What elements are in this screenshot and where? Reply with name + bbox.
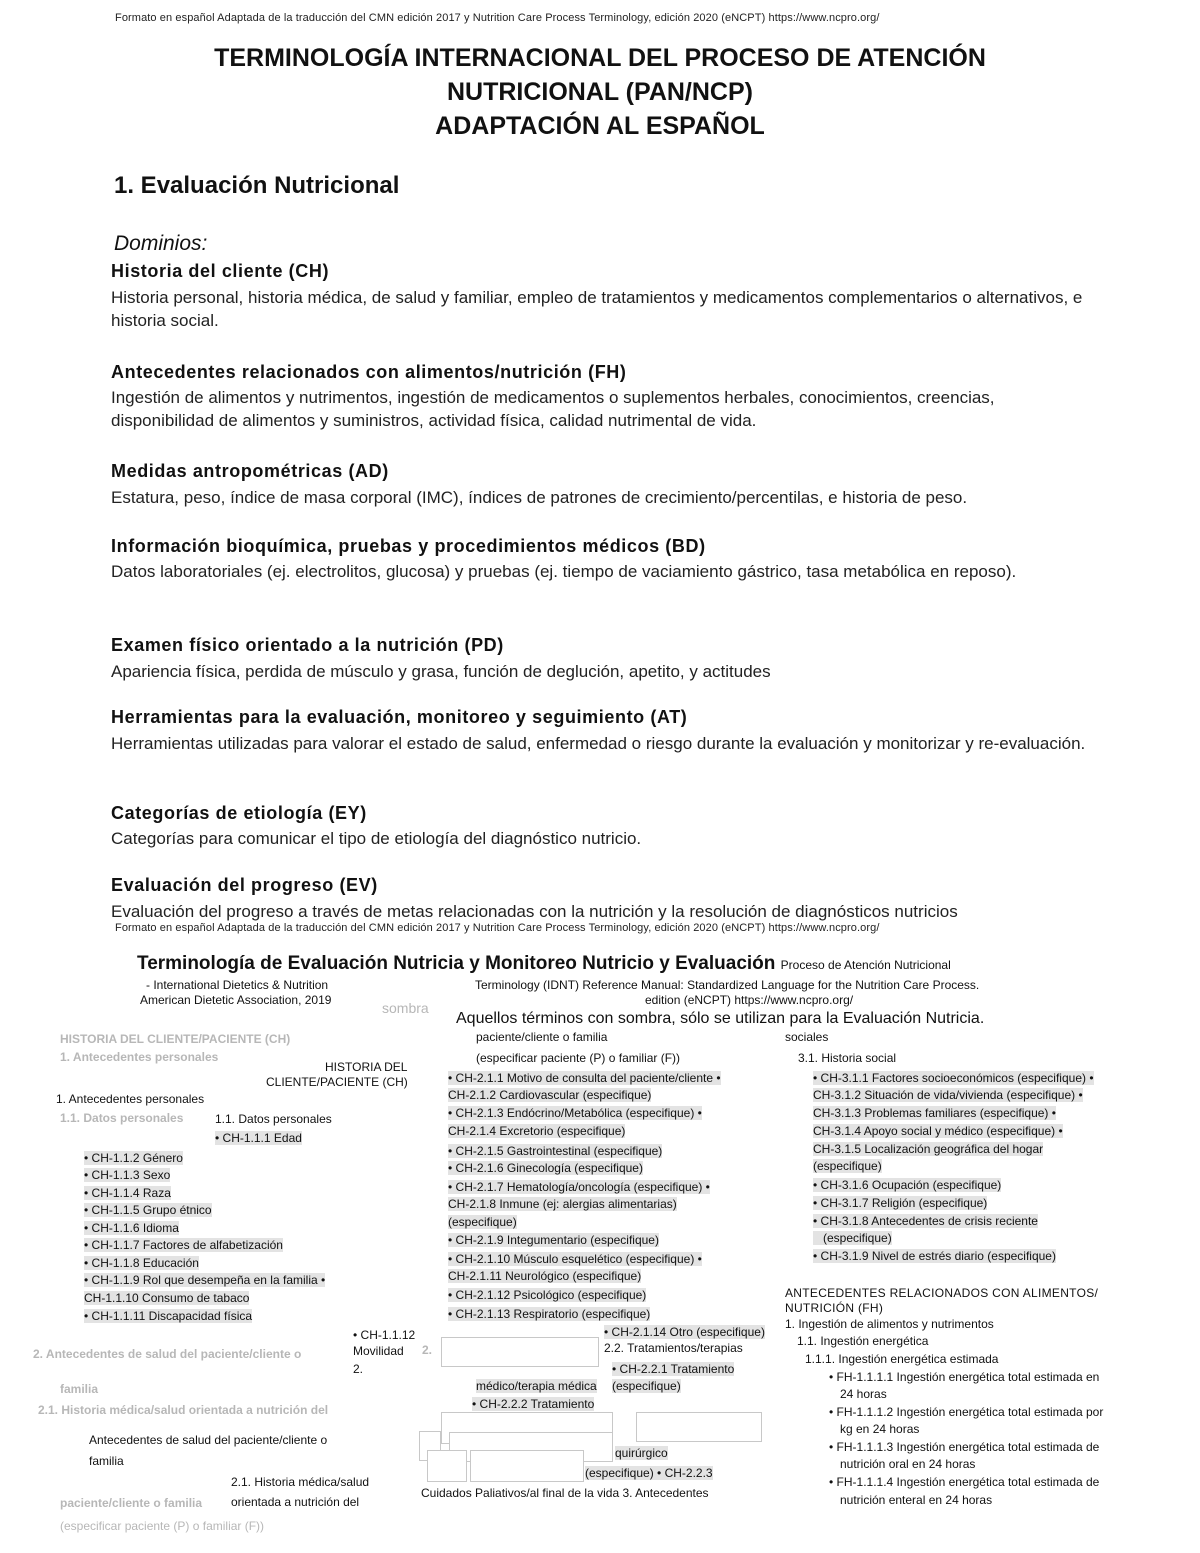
ch-1-1-6: • CH-1.1.6 Idioma xyxy=(84,1221,179,1235)
historia-social: 3.1. Historia social xyxy=(798,1051,897,1065)
faded-especificar: (especificar paciente (P) o familiar (F)) xyxy=(60,1519,265,1533)
fh-1-1-1-2: • FH-1.1.1.2 Ingestión energética total estimada por xyxy=(829,1405,1104,1419)
faded-ch-title: HISTORIA DEL CLIENTE/PACIENTE (CH) xyxy=(60,1032,291,1046)
reference-left-1: - International Dietetics & Nutrition xyxy=(146,978,329,992)
fh-estimada: 1.1.1. Ingestión energética estimada xyxy=(805,1352,999,1366)
ch-3-1-3: CH-3.1.3 Problemas familiares (especifique) • xyxy=(813,1106,1056,1120)
domain-text-ey: Categorías para comunicar el tipo de etiología del diagnóstico nutricio. xyxy=(111,829,642,848)
domain-heading-ch: Historia del cliente (CH) xyxy=(111,261,330,281)
reference-right-2: edition (eNCPT) https://www.ncpro.org/ xyxy=(645,993,854,1007)
fh-1-1-1-2-b: kg en 24 horas xyxy=(840,1422,920,1436)
ch-1-1-4: • CH-1.1.4 Raza xyxy=(84,1186,171,1200)
domain-heading-ey: Categorías de etiología (EY) xyxy=(111,803,367,823)
ch-block-title-2: CLIENTE/PACIENTE (CH) xyxy=(266,1075,408,1089)
domain-heading-fh: Antecedentes relacionados con alimentos/nutrición (FH) xyxy=(111,362,627,382)
domain-text-ch: Historia personal, historia médica, de salud y familiar, empleo de tratamientos y medicamentos complementarios o alternativos, e historia social. xyxy=(111,288,1083,330)
tratamientos-terapias: 2.2. Tratamientos/terapias xyxy=(604,1341,743,1355)
ch-1-1-12-c: 2. xyxy=(353,1362,364,1376)
faded-familia: familia xyxy=(60,1382,99,1396)
ch-2-1-5: • CH-2.1.5 Gastrointestinal (especifique) xyxy=(448,1144,663,1158)
ch-3-1-6: • CH-3.1.6 Ocupación (especifique) xyxy=(813,1178,1002,1192)
ch-3-1-4: CH-3.1.4 Apoyo social y médico (especifique) • xyxy=(813,1124,1063,1138)
domain-heading-ev: Evaluación del progreso (EV) xyxy=(111,875,378,895)
ant-salud-2: familia xyxy=(89,1454,124,1468)
faded-ant-salud: 2. Antecedentes de salud del paciente/cliente o xyxy=(33,1347,302,1361)
faded-historia-medica: 2.1. Historia médica/salud orientada a nutrición del xyxy=(38,1403,329,1417)
fh-1-1-1-4-b: nutrición enteral en 24 horas xyxy=(840,1493,993,1507)
ch-3-1-5: CH-3.1.5 Localización geográfica del hogar xyxy=(813,1142,1044,1156)
ch-1-1-12-b: Movilidad xyxy=(353,1344,404,1358)
ch-2-2-2: • CH-2.2.2 Tratamiento xyxy=(472,1397,595,1411)
ch-2-2-1: • CH-2.2.1 Tratamiento xyxy=(612,1362,735,1376)
domain-heading-at: Herramientas para la evaluación, monitoreo y seguimiento (AT) xyxy=(111,707,688,727)
fh-1-1-1-3-b: nutrición oral en 24 horas xyxy=(840,1457,976,1471)
ch-2-1-12: • CH-2.1.12 Psicológico (especifique) xyxy=(448,1288,647,1302)
ch-2-1-7: • CH-2.1.7 Hematología/oncología (especifique) • xyxy=(448,1180,710,1194)
num-2-faded: 2. xyxy=(422,1343,433,1357)
faded-datos-personales: 1.1. Datos personales xyxy=(60,1111,184,1125)
ch-1-1-3: • CH-1.1.3 Sexo xyxy=(84,1168,171,1182)
domain-text-ev: Evaluación del progreso a través de metas relacionadas con la nutrición y la resolución de diagnósticos nutricios xyxy=(111,902,958,921)
fh-1-1-1-1-b: 24 horas xyxy=(840,1387,887,1401)
terminology-title-main: Terminología de Evaluación Nutricia y Monitoreo Nutricio y Evaluación xyxy=(137,953,776,974)
medico-terapia: médico/terapia médica xyxy=(476,1379,597,1393)
fh-ingestion: 1. Ingestión de alimentos y nutrimentos xyxy=(785,1317,994,1331)
terminology-title xyxy=(137,953,951,975)
ch-3-1-9: • CH-3.1.9 Nivel de estrés diario (especifique) xyxy=(813,1249,1056,1263)
ch-1-1-8: • CH-1.1.8 Educación xyxy=(84,1256,199,1270)
ch-1-1-12-a: • CH-1.1.12 xyxy=(353,1328,416,1342)
ch-3-1-8-b: (especifique) xyxy=(813,1231,892,1245)
faded-paciente: paciente/cliente o familia xyxy=(60,1496,203,1510)
ch-1-1-5: • CH-1.1.5 Grupo étnico xyxy=(84,1203,212,1217)
antecedentes-personales: 1. Antecedentes personales xyxy=(56,1092,205,1106)
sombra-label: sombra xyxy=(382,1000,429,1016)
ch-2-1-11: CH-2.1.11 Neurológico (especifique) xyxy=(448,1269,642,1283)
ch-2-1-1: • CH-2.1.1 Motivo de consulta del paciente/cliente • xyxy=(448,1071,721,1085)
dominios-label: Dominios: xyxy=(114,232,208,255)
reference-left-2: American Dietetic Association, 2019 xyxy=(140,993,332,1007)
ch-2-1-8: CH-2.1.8 Inmune (ej: alergias alimentarias) xyxy=(448,1197,677,1211)
historia-medica-2: orientada a nutrición del xyxy=(231,1495,360,1509)
paciente-familia: paciente/cliente o familia xyxy=(476,1030,608,1044)
ch-2-1-8-b: (especifique) xyxy=(448,1215,517,1229)
empty-box-2 xyxy=(636,1412,762,1442)
quirurgico: quirúrgico xyxy=(615,1446,668,1460)
ch-3-1-8: • CH-3.1.8 Antecedentes de crisis reciente xyxy=(813,1214,1038,1228)
ch-2-2-3: (especifique) • CH-2.2.3 xyxy=(585,1466,713,1480)
ch-1-1-10: CH-1.1.10 Consumo de tabaco xyxy=(84,1291,250,1305)
ch-2-1-13: • CH-2.1.13 Respiratorio (especifique) xyxy=(448,1307,651,1321)
ant-salud-1: Antecedentes de salud del paciente/cliente o xyxy=(89,1433,328,1447)
ch-2-1-14: • CH-2.1.14 Otro (especifique) xyxy=(604,1325,765,1339)
page-header: Formato en español Adaptada de la traducción del CMN edición 2017 y Nutrition Care Process Terminology, edición 2020 (eNCPT) https://www.ncpro.org/ xyxy=(115,12,880,24)
cuidados-paliativos: Cuidados Paliativos/al final de la vida 3. Antecedentes xyxy=(421,1486,709,1500)
empty-box-1 xyxy=(441,1337,599,1367)
ch-2-1-6: • CH-2.1.6 Ginecología (especifique) xyxy=(448,1161,643,1175)
page-header-2: Formato en español Adaptada de la traducción del CMN edición 2017 y Nutrition Care Process Terminology, edición 2020 (eNCPT) https://www.ncpro.org/ xyxy=(115,922,880,934)
ch-2-1-10: • CH-2.1.10 Músculo esquelético (especifique) • xyxy=(448,1252,702,1266)
sociales: sociales xyxy=(785,1030,829,1044)
ch-2-1-4: CH-2.1.4 Excretorio (especifique) xyxy=(448,1124,626,1138)
datos-personales: 1.1. Datos personales xyxy=(215,1112,332,1126)
fh-title-2: NUTRICIÓN (FH) xyxy=(785,1301,884,1315)
ch-3-1-2: CH-3.1.2 Situación de vida/vivienda (especifique) • xyxy=(813,1088,1083,1102)
faded-antecedentes: 1. Antecedentes personales xyxy=(60,1050,219,1064)
domain-text-ad: Estatura, peso, índice de masa corporal (IMC), índices de patrones de crecimiento/percentilas, e historia de peso. xyxy=(111,488,968,507)
empty-box-6 xyxy=(427,1450,467,1482)
document-title-line-3: ADAPTACIÓN AL ESPAÑOL xyxy=(435,112,765,140)
document-title-line-2: NUTRICIONAL (PAN/NCP) xyxy=(446,78,753,106)
shade-note: Aquellos términos con sombra, sólo se utilizan para la Evaluación Nutricia. xyxy=(456,1010,985,1027)
domain-text-bd: Datos laboratoriales (ej. electrolitos, glucosa) y pruebas (ej. tiempo de vaciamiento gástrico, tasa metabólica en reposo). xyxy=(111,562,1017,581)
historia-medica-1: 2.1. Historia médica/salud xyxy=(231,1475,370,1489)
ch-2-1-2: CH-2.1.2 Cardiovascular (especifique) xyxy=(448,1088,652,1102)
fh-1-1-1-1: • FH-1.1.1.1 Ingestión energética total estimada en xyxy=(829,1370,1100,1384)
ch-1-1-11: • CH-1.1.11 Discapacidad física xyxy=(84,1309,253,1323)
ch-3-1-7: • CH-3.1.7 Religión (especifique) xyxy=(813,1196,988,1210)
fh-1-1-1-3: • FH-1.1.1.3 Ingestión energética total estimada de xyxy=(829,1440,1100,1454)
ch-2-1-3: • CH-2.1.3 Endócrino/Metabólica (especifique) • xyxy=(448,1106,702,1120)
empty-box-7 xyxy=(470,1450,584,1482)
especifique-221: (especifique) xyxy=(612,1379,681,1393)
terminology-title-suffix: Proceso de Atención Nutricional xyxy=(780,958,951,972)
fh-title-1: ANTECEDENTES RELACIONADOS CON ALIMENTOS/ xyxy=(785,1286,1099,1300)
fh-energetica: 1.1. Ingestión energética xyxy=(797,1334,929,1348)
section-title: 1. Evaluación Nutricional xyxy=(114,172,400,199)
domain-heading-ad: Medidas antropométricas (AD) xyxy=(111,461,389,481)
ch-3-1-1: • CH-3.1.1 Factores socioeconómicos (especifique) • xyxy=(813,1071,1094,1085)
ch-3-1-5-b: (especifique) xyxy=(813,1159,882,1173)
document-title-line-1: TERMINOLOGÍA INTERNACIONAL DEL PROCESO DE ATENCIÓN xyxy=(214,44,986,72)
ch-1-1-2: • CH-1.1.2 Género xyxy=(84,1151,183,1165)
fh-1-1-1-4: • FH-1.1.1.4 Ingestión energética total estimada de xyxy=(829,1475,1100,1489)
domain-text-at: Herramientas utilizadas para valorar el estado de salud, enfermedad o riesgo durante la evaluación y monitorizar y re-evaluación. xyxy=(111,734,1086,753)
domain-text-fh: Ingestión de alimentos y nutrimentos, ingestión de medicamentos o suplementos herbales, conocimientos, creencias, disponibilidad de alimentos y suministros, actividad física, calidad nutrimental de vida. xyxy=(111,388,995,430)
ch-1-1-1: • CH-1.1.1 Edad xyxy=(215,1131,302,1145)
domain-heading-pd: Examen físico orientado a la nutrición (PD) xyxy=(111,635,504,655)
especificar-pf: (especificar paciente (P) o familiar (F)) xyxy=(476,1051,681,1065)
ch-1-1-9: • CH-1.1.9 Rol que desempeña en la familia • xyxy=(84,1273,326,1287)
reference-right-1: Terminology (IDNT) Reference Manual: Standardized Language for the Nutrition Care Process. xyxy=(475,978,980,992)
domain-heading-bd: Información bioquímica, pruebas y procedimientos médicos (BD) xyxy=(111,536,706,556)
ch-2-1-9: • CH-2.1.9 Integumentario (especifique) xyxy=(448,1233,659,1247)
ch-block-title-1: HISTORIA DEL xyxy=(325,1060,408,1074)
domain-text-pd: Apariencia física, perdida de músculo y grasa, función de deglución, apetito, y actitudes xyxy=(111,662,771,681)
ch-1-1-7: • CH-1.1.7 Factores de alfabetización xyxy=(84,1238,283,1252)
